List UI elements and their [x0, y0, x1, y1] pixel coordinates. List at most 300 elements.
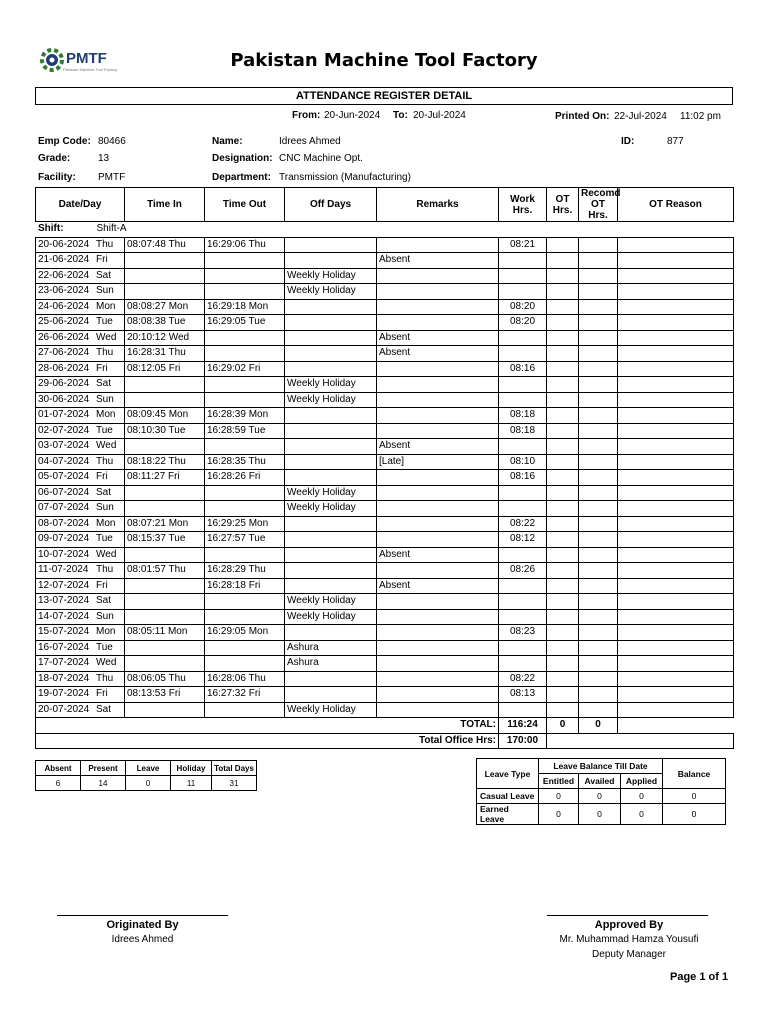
work-hrs: 08:20 — [499, 299, 547, 315]
total-label: TOTAL: — [36, 718, 499, 734]
remarks: Absent — [377, 547, 499, 563]
row-day: Fri — [96, 471, 108, 483]
col-recomd-ot-hrs: Recomd OT Hrs. — [579, 188, 618, 222]
date-day-cell — [36, 299, 125, 315]
ot-hrs — [547, 687, 579, 703]
time-out: 16:29:06 Thu — [205, 237, 285, 253]
ot-hrs — [547, 299, 579, 315]
col-ot-hrs: OT Hrs. — [547, 188, 579, 222]
row-date: 18-07-2024 — [38, 672, 90, 684]
total-recomd-ot-hrs: 0 — [579, 718, 618, 734]
summary-total: 31 — [212, 776, 257, 791]
ot-reason — [618, 625, 734, 641]
ot-hrs — [547, 315, 579, 331]
work-hrs: 08:23 — [499, 625, 547, 641]
facility-label: Facility: — [38, 172, 76, 183]
recomd-ot-hrs — [579, 454, 618, 470]
time-in — [125, 702, 205, 718]
shift-value: Shift-A — [96, 223, 127, 235]
attendance-table — [35, 187, 734, 749]
ot-reason — [618, 408, 734, 424]
row-day: Sun — [96, 502, 114, 514]
facility: PMTF — [98, 172, 126, 183]
employee-name: Idrees Ahmed — [279, 136, 341, 147]
remarks — [377, 609, 499, 625]
row-day: Sun — [96, 610, 114, 622]
off-day — [285, 253, 377, 269]
time-in — [125, 578, 205, 594]
ot-hrs — [547, 640, 579, 656]
off-day — [285, 315, 377, 331]
work-hrs: 08:21 — [499, 237, 547, 253]
work-hrs — [499, 330, 547, 346]
col-work-hrs: Work Hrs. — [499, 188, 547, 222]
grade: 13 — [98, 153, 110, 164]
recomd-ot-hrs — [579, 578, 618, 594]
remarks — [377, 532, 499, 548]
leave-entitled: 0 — [539, 789, 579, 804]
time-out: 16:27:32 Fri — [205, 687, 285, 703]
off-day: Weekly Holiday — [285, 702, 377, 718]
summary-holiday: 11 — [171, 776, 212, 791]
off-day — [285, 299, 377, 315]
date-day-cell — [36, 485, 125, 501]
row-date: 01-07-2024 — [38, 409, 90, 421]
office-hrs-label: Total Office Hrs: — [36, 733, 499, 749]
recomd-ot-hrs — [579, 594, 618, 610]
ot-hrs — [547, 671, 579, 687]
row-day: Mon — [96, 300, 116, 312]
date-day-cell — [36, 253, 125, 269]
balance-header: Balance — [663, 759, 726, 789]
date-day-cell — [36, 408, 125, 424]
logo-text: PMTF — [66, 50, 107, 67]
office-hrs-row — [36, 733, 734, 749]
entitled-header: Entitled — [539, 774, 579, 789]
time-in: 08:08:27 Mon — [125, 299, 205, 315]
remarks — [377, 237, 499, 253]
ot-hrs — [547, 423, 579, 439]
ot-hrs — [547, 330, 579, 346]
row-day: Wed — [96, 331, 117, 343]
company-title: Pakistan Machine Tool Factory — [230, 50, 538, 71]
from-value: 20-Jun-2024 — [324, 110, 381, 121]
ot-reason — [618, 671, 734, 687]
row-day: Thu — [96, 347, 114, 359]
attendance-row — [36, 315, 734, 331]
attendance-row — [36, 594, 734, 610]
date-day-cell — [36, 501, 125, 517]
attendance-row — [36, 346, 734, 362]
summary-leave: 0 — [126, 776, 171, 791]
ot-reason — [618, 702, 734, 718]
time-in — [125, 501, 205, 517]
ot-hrs — [547, 516, 579, 532]
attendance-row — [36, 671, 734, 687]
off-day: Weekly Holiday — [285, 501, 377, 517]
originated-name: Idrees Ahmed — [111, 934, 174, 945]
attendance-row — [36, 330, 734, 346]
row-date: 06-07-2024 — [38, 486, 90, 498]
time-out — [205, 702, 285, 718]
work-hrs — [499, 268, 547, 284]
row-date: 29-06-2024 — [38, 378, 90, 390]
recomd-ot-hrs — [579, 656, 618, 672]
date-day-cell — [36, 392, 125, 408]
summary-holiday-header: Holiday — [171, 761, 212, 776]
row-day: Thu — [96, 238, 114, 250]
id-label: ID: — [621, 136, 635, 147]
recomd-ot-hrs — [579, 423, 618, 439]
work-hrs: 08:18 — [499, 408, 547, 424]
row-date: 20-07-2024 — [38, 703, 90, 715]
ot-reason — [618, 346, 734, 362]
attendance-row — [36, 253, 734, 269]
ot-reason — [618, 687, 734, 703]
work-hrs — [499, 284, 547, 300]
time-out: 16:28:18 Fri — [205, 578, 285, 594]
attendance-row — [36, 501, 734, 517]
time-out: 16:29:05 Mon — [205, 625, 285, 641]
attendance-row — [36, 268, 734, 284]
row-day: Tue — [96, 316, 113, 328]
row-day: Fri — [96, 254, 108, 266]
department: Transmission (Manufacturing) — [279, 172, 411, 183]
ot-reason — [618, 547, 734, 563]
time-out — [205, 640, 285, 656]
row-date: 27-06-2024 — [38, 347, 90, 359]
date-day-cell — [36, 439, 125, 455]
name-label: Name: — [212, 136, 243, 147]
leave-balance: 0 — [663, 789, 726, 804]
date-day-cell — [36, 563, 125, 579]
leave-balance-table — [476, 758, 726, 825]
approved-name: Mr. Muhammad Hamza Yousufi — [559, 934, 699, 945]
ot-reason — [618, 470, 734, 486]
row-date: 13-07-2024 — [38, 595, 90, 607]
attendance-row — [36, 656, 734, 672]
off-day — [285, 330, 377, 346]
ot-hrs — [547, 578, 579, 594]
date-day-cell — [36, 268, 125, 284]
logo-subtitle: Pakistan Machine Tool Factory — [63, 67, 118, 72]
time-out: 16:29:25 Mon — [205, 516, 285, 532]
recomd-ot-hrs — [579, 485, 618, 501]
row-date: 28-06-2024 — [38, 362, 90, 374]
time-in: 08:10:30 Tue — [125, 423, 205, 439]
time-out — [205, 609, 285, 625]
recomd-ot-hrs — [579, 563, 618, 579]
remarks — [377, 315, 499, 331]
ot-hrs — [547, 237, 579, 253]
recomd-ot-hrs — [579, 377, 618, 393]
date-day-cell — [36, 671, 125, 687]
row-day: Mon — [96, 517, 116, 529]
row-date: 03-07-2024 — [38, 440, 90, 452]
date-day-cell — [36, 547, 125, 563]
ot-reason — [618, 578, 734, 594]
availed-header: Availed — [579, 774, 621, 789]
time-in — [125, 640, 205, 656]
row-day: Tue — [96, 533, 113, 545]
work-hrs: 08:16 — [499, 361, 547, 377]
to-value: 20-Jul-2024 — [413, 110, 466, 121]
work-hrs — [499, 346, 547, 362]
work-hrs — [499, 640, 547, 656]
date-day-cell — [36, 237, 125, 253]
ot-hrs — [547, 547, 579, 563]
off-day — [285, 671, 377, 687]
date-day-cell — [36, 594, 125, 610]
time-out — [205, 253, 285, 269]
printed-time: 11:02 pm — [680, 111, 721, 122]
remarks — [377, 423, 499, 439]
date-day-cell — [36, 315, 125, 331]
off-day — [285, 361, 377, 377]
recomd-ot-hrs — [579, 609, 618, 625]
ot-reason — [618, 485, 734, 501]
remarks: Absent — [377, 578, 499, 594]
row-date: 12-07-2024 — [38, 579, 90, 591]
time-in — [125, 392, 205, 408]
ot-reason — [618, 516, 734, 532]
off-day: Ashura — [285, 656, 377, 672]
col-date-day: Date/Day — [36, 188, 125, 222]
time-out — [205, 501, 285, 517]
attendance-row — [36, 361, 734, 377]
remarks: Absent — [377, 330, 499, 346]
row-day: Wed — [96, 657, 117, 669]
off-day — [285, 532, 377, 548]
summary-absent: 6 — [36, 776, 81, 791]
recomd-ot-hrs — [579, 501, 618, 517]
date-day-cell — [36, 609, 125, 625]
ot-reason — [618, 423, 734, 439]
ot-reason — [618, 609, 734, 625]
off-day — [285, 408, 377, 424]
work-hrs — [499, 485, 547, 501]
off-day — [285, 625, 377, 641]
ot-hrs — [547, 454, 579, 470]
date-day-cell — [36, 640, 125, 656]
remarks: Absent — [377, 253, 499, 269]
col-time-out: Time Out — [205, 188, 285, 222]
time-out: 16:29:18 Mon — [205, 299, 285, 315]
row-date: 25-06-2024 — [38, 316, 90, 328]
attendance-row — [36, 299, 734, 315]
ot-reason — [618, 315, 734, 331]
row-date: 10-07-2024 — [38, 548, 90, 560]
work-hrs — [499, 501, 547, 517]
ot-hrs — [547, 625, 579, 641]
row-date: 05-07-2024 — [38, 471, 90, 483]
work-hrs: 08:26 — [499, 563, 547, 579]
attendance-row — [36, 485, 734, 501]
row-date: 09-07-2024 — [38, 533, 90, 545]
time-in: 08:09:45 Mon — [125, 408, 205, 424]
remarks — [377, 656, 499, 672]
ot-reason — [618, 454, 734, 470]
ot-reason — [618, 377, 734, 393]
recomd-ot-hrs — [579, 702, 618, 718]
remarks — [377, 594, 499, 610]
remarks: Absent — [377, 346, 499, 362]
time-out: 16:27:57 Tue — [205, 532, 285, 548]
ot-reason — [618, 361, 734, 377]
work-hrs: 08:12 — [499, 532, 547, 548]
leave-row — [477, 789, 726, 804]
recomd-ot-hrs — [579, 346, 618, 362]
date-day-cell — [36, 656, 125, 672]
ot-hrs — [547, 563, 579, 579]
ot-reason — [618, 532, 734, 548]
ot-hrs — [547, 253, 579, 269]
row-day: Sun — [96, 393, 114, 405]
row-date: 26-06-2024 — [38, 331, 90, 343]
attendance-row — [36, 640, 734, 656]
grade-label: Grade: — [38, 153, 71, 164]
date-day-cell — [36, 377, 125, 393]
row-date: 07-07-2024 — [38, 502, 90, 514]
recomd-ot-hrs — [579, 516, 618, 532]
remarks — [377, 640, 499, 656]
leave-type-header: Leave Type — [477, 759, 539, 789]
time-in: 20:10:12 Wed — [125, 330, 205, 346]
ot-hrs — [547, 656, 579, 672]
time-in: 08:15:37 Tue — [125, 532, 205, 548]
remarks — [377, 408, 499, 424]
work-hrs — [499, 578, 547, 594]
time-out — [205, 346, 285, 362]
time-in: 08:05:11 Mon — [125, 625, 205, 641]
attendance-row — [36, 284, 734, 300]
row-date: 23-06-2024 — [38, 285, 90, 297]
ot-reason — [618, 563, 734, 579]
work-hrs — [499, 439, 547, 455]
off-day: Weekly Holiday — [285, 392, 377, 408]
remarks — [377, 299, 499, 315]
attendance-row — [36, 687, 734, 703]
row-date: 11-07-2024 — [38, 564, 89, 576]
row-date: 30-06-2024 — [38, 393, 90, 405]
leave-type: Casual Leave — [477, 789, 539, 804]
date-day-cell — [36, 470, 125, 486]
ot-hrs — [547, 361, 579, 377]
row-date: 21-06-2024 — [38, 254, 90, 266]
attendance-row — [36, 532, 734, 548]
row-date: 24-06-2024 — [38, 300, 90, 312]
work-hrs: 08:18 — [499, 423, 547, 439]
ot-reason — [618, 299, 734, 315]
leave-balance: 0 — [663, 804, 726, 825]
row-day: Fri — [96, 688, 108, 700]
time-out — [205, 594, 285, 610]
off-day: Weekly Holiday — [285, 284, 377, 300]
printed-label: Printed On: — [555, 111, 610, 122]
shift-label: Shift: — [36, 222, 125, 238]
off-day — [285, 687, 377, 703]
work-hrs — [499, 594, 547, 610]
remarks — [377, 671, 499, 687]
col-off-days: Off Days — [285, 188, 377, 222]
time-in — [125, 439, 205, 455]
leave-availed: 0 — [579, 804, 621, 825]
time-out: 16:29:02 Fri — [205, 361, 285, 377]
remarks — [377, 284, 499, 300]
recomd-ot-hrs — [579, 687, 618, 703]
attendance-row — [36, 563, 734, 579]
time-in — [125, 547, 205, 563]
ot-hrs — [547, 594, 579, 610]
page-number: Page 1 of 1 — [670, 971, 729, 983]
time-out: 16:28:26 Fri — [205, 470, 285, 486]
recomd-ot-hrs — [579, 640, 618, 656]
time-out: 16:29:05 Tue — [205, 315, 285, 331]
work-hrs: 08:10 — [499, 454, 547, 470]
time-in — [125, 609, 205, 625]
recomd-ot-hrs — [579, 671, 618, 687]
date-day-cell — [36, 284, 125, 300]
recomd-ot-hrs — [579, 330, 618, 346]
work-hrs: 08:20 — [499, 315, 547, 331]
time-in: 16:28:31 Thu — [125, 346, 205, 362]
remarks: [Late] — [377, 454, 499, 470]
recomd-ot-hrs — [579, 268, 618, 284]
approved-signature-line — [547, 915, 708, 916]
ot-reason — [618, 253, 734, 269]
department-label: Department: — [212, 172, 271, 183]
ot-hrs — [547, 439, 579, 455]
recomd-ot-hrs — [579, 284, 618, 300]
remarks — [377, 485, 499, 501]
ot-reason — [618, 268, 734, 284]
row-day: Sat — [96, 378, 112, 390]
remarks — [377, 702, 499, 718]
ot-reason — [618, 439, 734, 455]
ot-reason — [618, 392, 734, 408]
time-in: 08:13:53 Fri — [125, 687, 205, 703]
leave-type: Earned Leave — [477, 804, 539, 825]
attendance-row — [36, 408, 734, 424]
total-ot-hrs: 0 — [547, 718, 579, 734]
remarks — [377, 268, 499, 284]
recomd-ot-hrs — [579, 470, 618, 486]
row-day: Wed — [96, 548, 117, 560]
originated-signature-line — [57, 915, 228, 916]
time-out — [205, 284, 285, 300]
ot-reason — [618, 330, 734, 346]
total-row — [36, 718, 734, 734]
row-day: Mon — [96, 626, 116, 638]
time-out — [205, 547, 285, 563]
work-hrs: 08:22 — [499, 516, 547, 532]
remarks — [377, 516, 499, 532]
summary-present: 14 — [81, 776, 126, 791]
leave-availed: 0 — [579, 789, 621, 804]
date-day-cell — [36, 625, 125, 641]
report-title: ATTENDANCE REGISTER DETAIL — [35, 87, 733, 105]
date-day-cell — [36, 423, 125, 439]
printed-date: 22-Jul-2024 — [614, 111, 667, 122]
time-in — [125, 485, 205, 501]
attendance-row — [36, 423, 734, 439]
approved-title: Deputy Manager — [592, 949, 666, 960]
recomd-ot-hrs — [579, 547, 618, 563]
ot-hrs — [547, 346, 579, 362]
off-day: Weekly Holiday — [285, 268, 377, 284]
row-date: 20-06-2024 — [38, 238, 90, 250]
attendance-row — [36, 377, 734, 393]
